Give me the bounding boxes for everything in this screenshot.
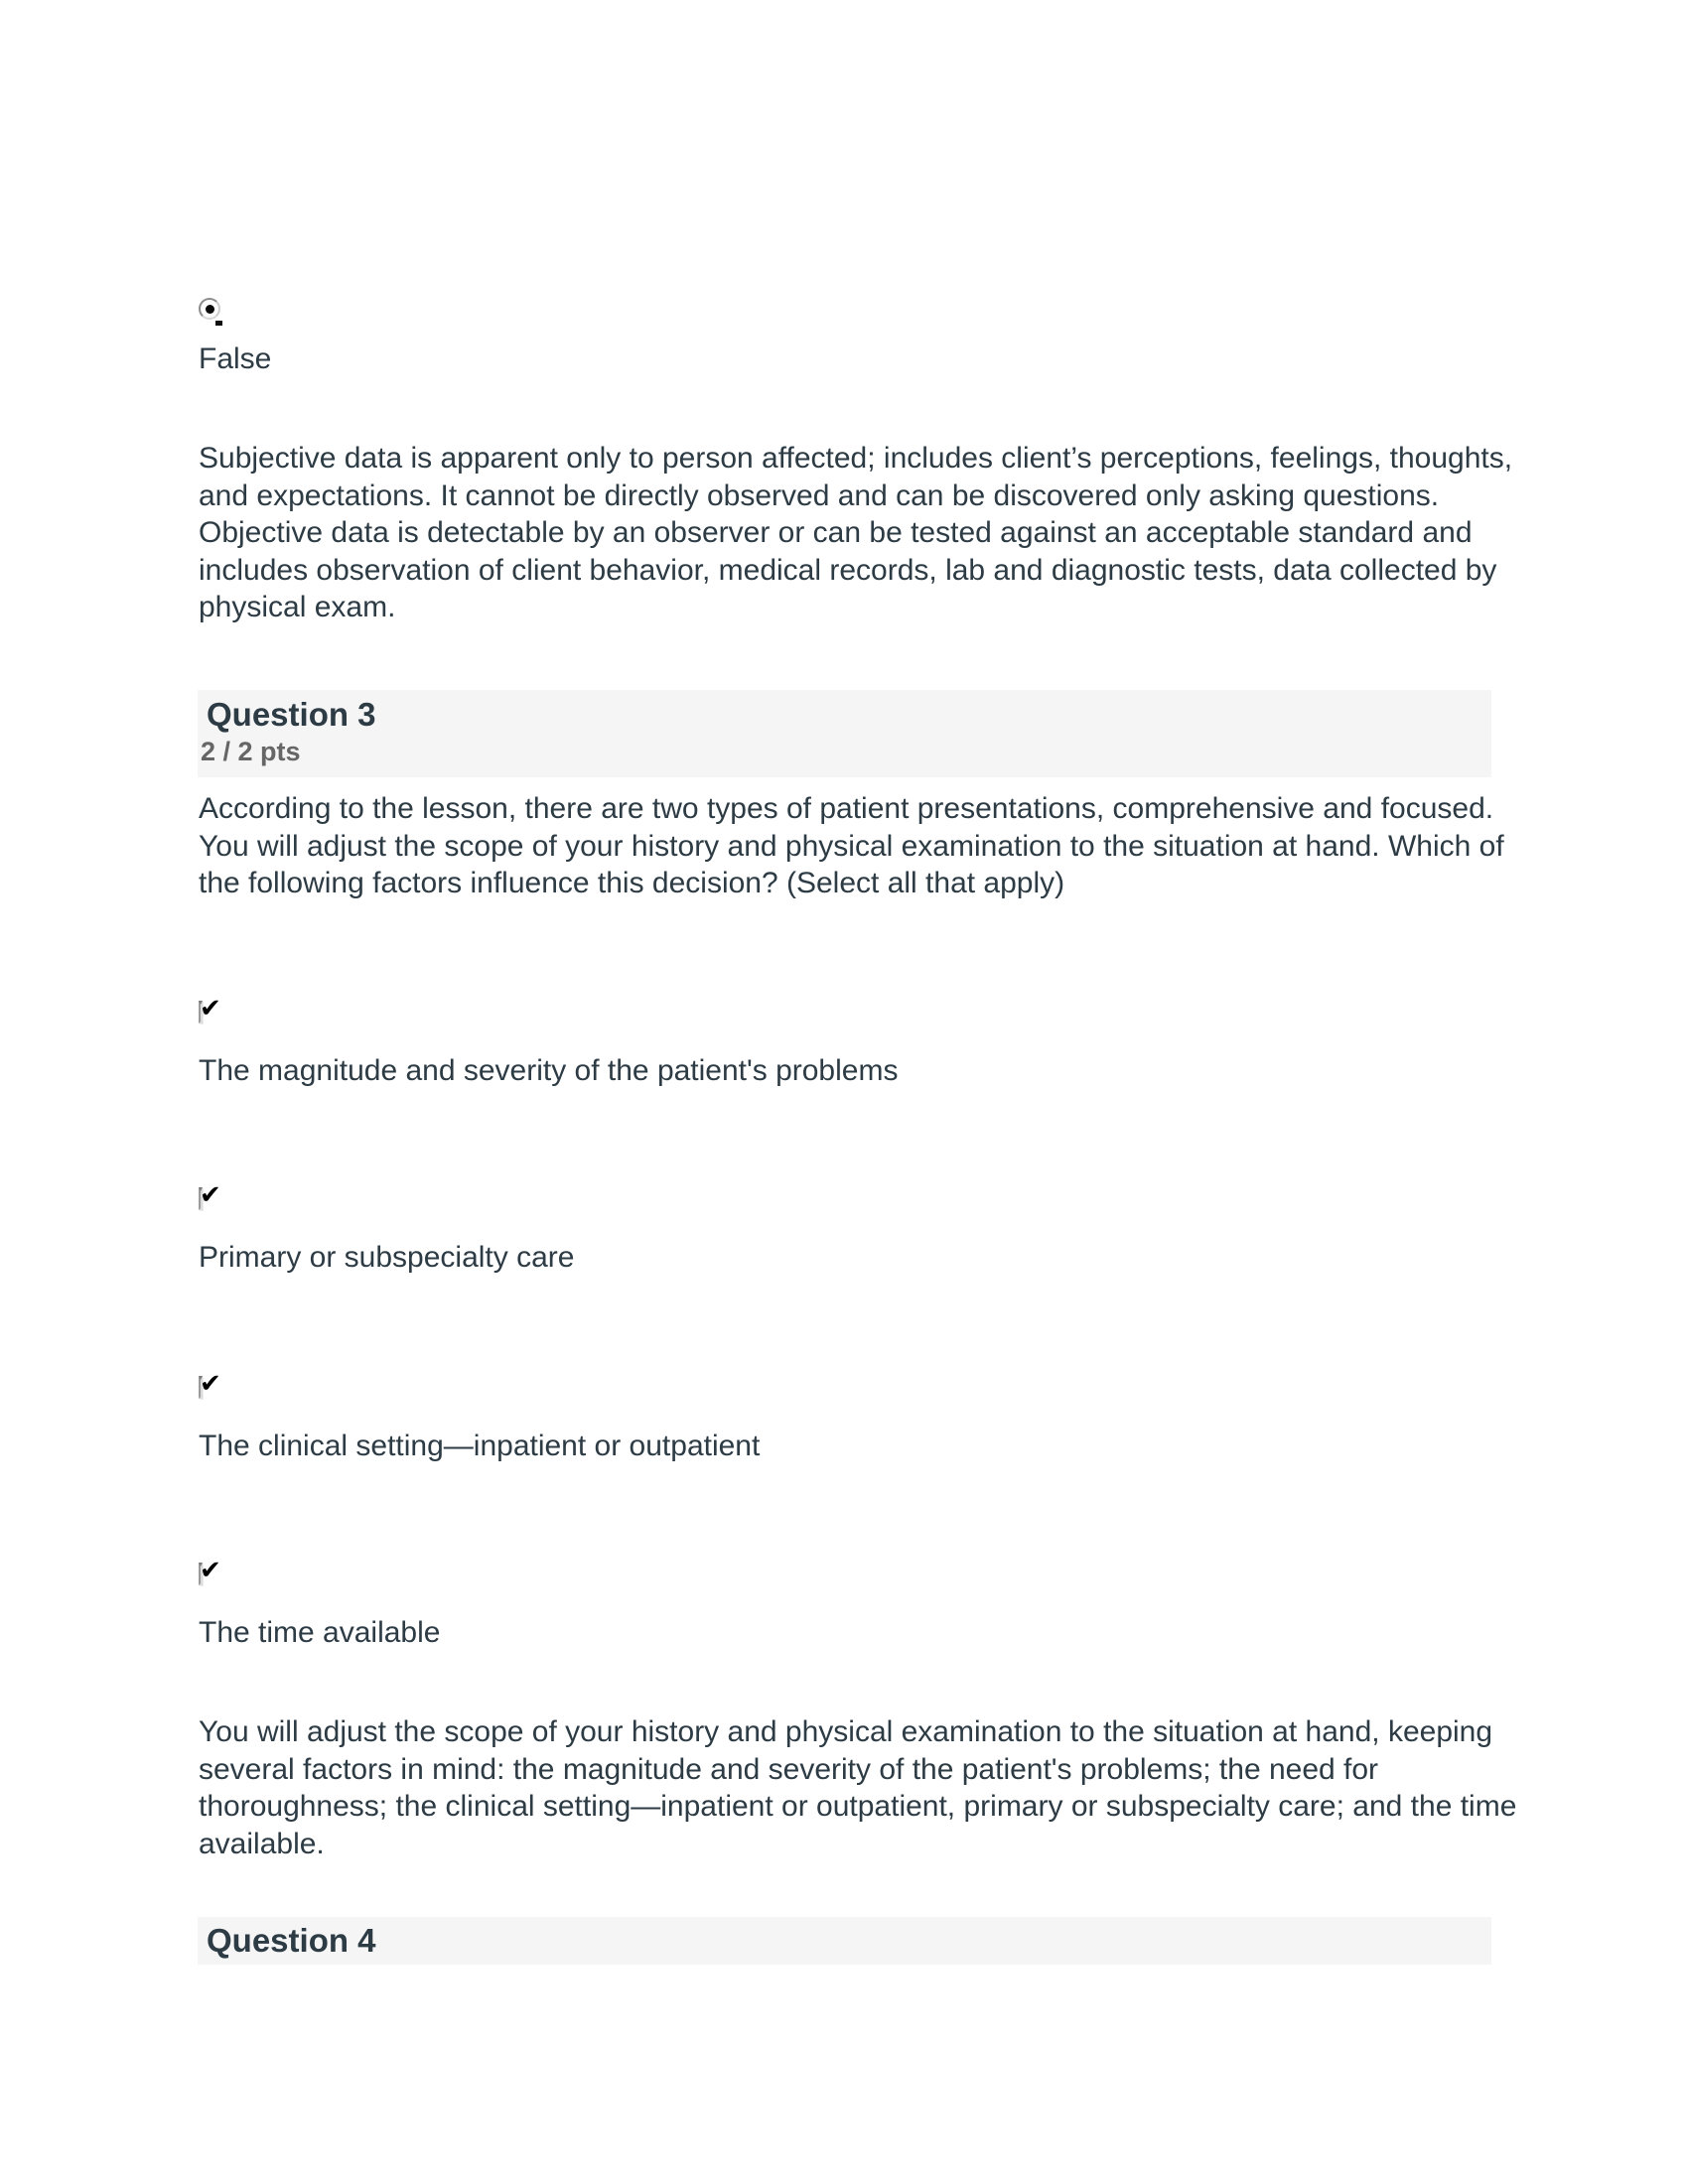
checkmark-icon: ✔ bbox=[200, 994, 221, 1024]
question3-explanation: You will adjust the scope of your history and physical examination to the situation at hand, keeping several factors in mind: the magnitude and severity of the patient's problems; the need for thoroughness; the clinical setting—inpatient or outpatient, primary or subspecialty care; and the time available. bbox=[199, 1715, 1517, 1860]
question3-header bbox=[198, 690, 1491, 777]
checkmark-icon: ✔ bbox=[200, 1556, 221, 1585]
checkbox-checked-icon[interactable] bbox=[199, 1180, 221, 1210]
option-label: Primary or subspecialty care bbox=[199, 1241, 575, 1274]
option-label: The time available bbox=[199, 1616, 441, 1649]
question3-option-3 bbox=[199, 1369, 1534, 1465]
option-label: The magnitude and severity of the patient's problems bbox=[199, 1054, 899, 1087]
answer-option-label: False bbox=[199, 342, 272, 375]
checkbox-checked-icon[interactable] bbox=[199, 1369, 221, 1399]
question3-option-1 bbox=[199, 994, 1534, 1090]
question2-explanation: Subjective data is apparent only to person affected; includes client’s perceptions, feelings, thoughts, and expectations. It cannot be directly observed and can be discovered only asking questions. Objective data is detectable by an observer or can be tested against an acceptable standard and includes observation of client behavior, medical records, lab and diagnostic tests, data collected by physical exam. bbox=[199, 442, 1513, 623]
option-label: The clinical setting—inpatient or outpatient bbox=[199, 1430, 761, 1462]
checkmark-icon: ✔ bbox=[200, 1369, 221, 1399]
question2-answer-false bbox=[199, 298, 1534, 378]
radio-dot-icon bbox=[206, 305, 214, 314]
checkbox-checked-icon[interactable] bbox=[199, 994, 221, 1024]
question3-prompt: According to the lesson, there are two types of patient presentations, comprehensive and focused. You will adjust the scope of your history and physical examination to the situation at hand. Which of the following factors influence this decision? (Select all that apply) bbox=[199, 792, 1504, 899]
question3-option-2 bbox=[199, 1180, 1534, 1277]
question4-title: Question 4 bbox=[207, 1922, 376, 1959]
radio-selected-icon[interactable] bbox=[199, 298, 220, 320]
checkmark-icon: ✔ bbox=[200, 1180, 221, 1210]
question3-points-badge: 2 / 2 pts bbox=[201, 737, 301, 766]
checkbox-checked-icon[interactable] bbox=[199, 1556, 221, 1585]
question3-option-4 bbox=[199, 1556, 1534, 1652]
question4-header bbox=[198, 1917, 1491, 1965]
question3-title: Question 3 bbox=[207, 696, 376, 733]
